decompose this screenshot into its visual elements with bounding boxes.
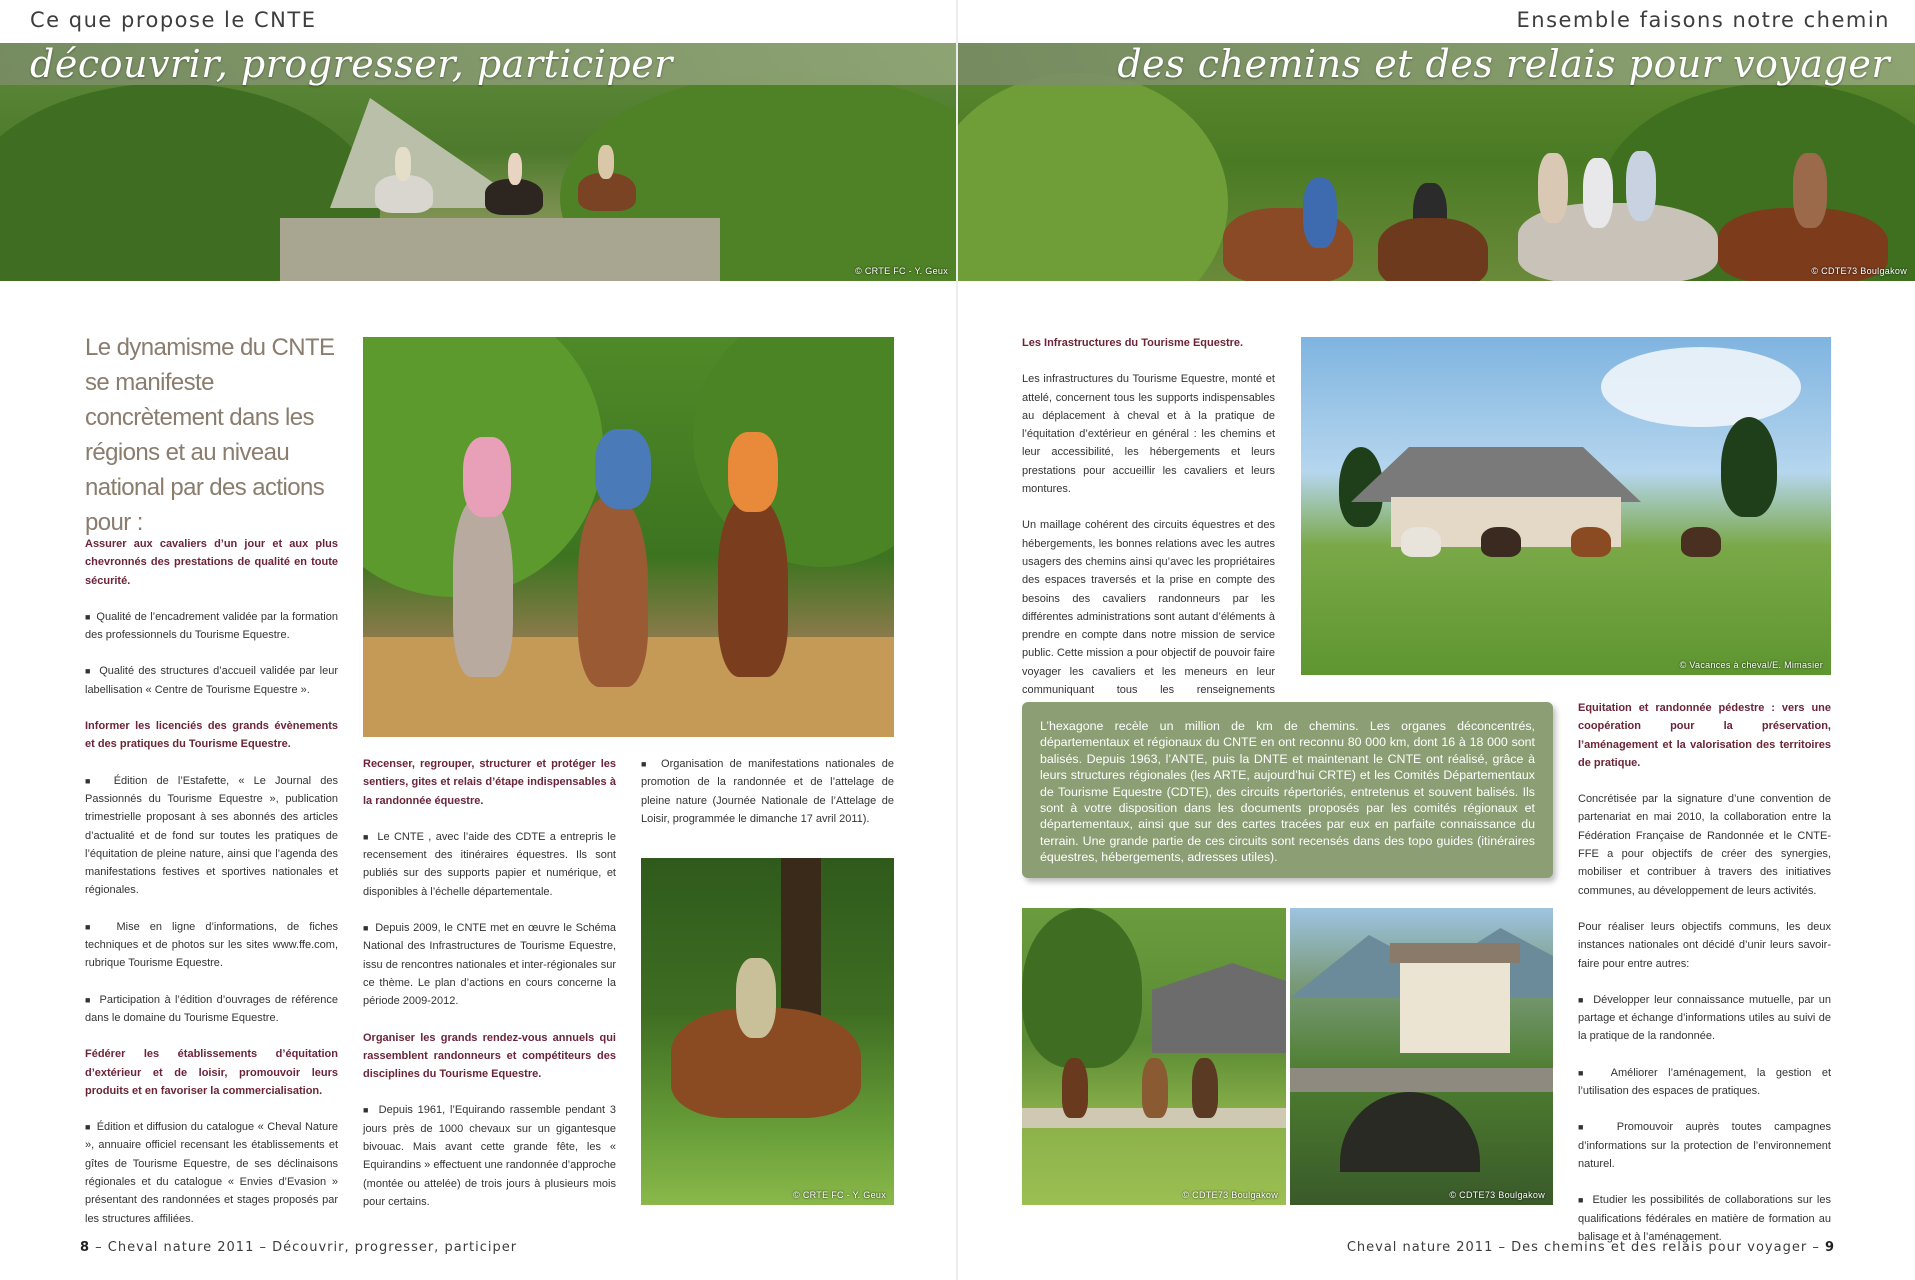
- section-heading: Equitation et randonnée pédestre : vers une coopération pour la préservation, l’aménagement et la valorisation des territoires de pratique.: [1578, 702, 1831, 769]
- left-column-3: [641, 755, 894, 846]
- building-roof: [1390, 943, 1520, 963]
- horse: [1062, 1058, 1088, 1118]
- village-house: [1152, 963, 1286, 1053]
- section-heading: Assurer aux cavaliers d’un jour et aux plus chevronnés des prestations de qualité en toute sécurité.: [85, 538, 338, 587]
- folio-right: [1347, 1240, 1835, 1255]
- bullet-item: ■ Améliorer l’aménagement, la gestion et l’utilisation des espaces de pratiques.: [1578, 1064, 1831, 1101]
- bullet-item: ■ Depuis 2009, le CNTE met en œuvre le Schéma National des Infrastructures de Tourisme Equestre, issu de rencontres nationales et inter-régionales sur ce thème. Le plan d’actions en cours concerne la période 2009-2012.: [363, 919, 616, 1010]
- bullet-item: ■ Promouvoir auprès toutes campagnes d’informations sur la protection de l’environnement naturel.: [1578, 1118, 1831, 1173]
- banner-title-right: des chemins et des relais pour voyager: [1117, 43, 1890, 86]
- photo-credit: © Vacances à cheval/E. Mimasier: [1679, 660, 1823, 670]
- banner-title-left: découvrir, progresser, participer: [30, 43, 673, 86]
- rider: [463, 437, 511, 517]
- rider: [1583, 158, 1613, 228]
- left-column-1: [85, 535, 338, 1246]
- bullet-item: ■ Depuis 1961, l’Equirando rassemble pendant 3 jours près de 1000 chevaux sur un gigantesque bivouac. Mais avant cette grande fête, les « Equirandins » effectuent une randonnée d’approche (montée ou attelée) de trois jours à plusieurs mois pour certains.: [363, 1101, 616, 1211]
- photo-riders-stream: [363, 337, 894, 737]
- rider: [1626, 151, 1656, 221]
- horse: [1401, 527, 1441, 557]
- section-heading: Organiser les grands rendez-vous annuels qui rassemblent randonneurs et compétiteurs des disciplines du Tourisme Equestre.: [363, 1031, 616, 1081]
- banner-photo-right: [958, 43, 1915, 281]
- photo-credit: © CRTE FC - Y. Geux: [855, 266, 948, 276]
- running-head-right: Ensemble faisons notre chemin: [1516, 8, 1890, 32]
- paragraph: Un maillage cohérent des circuits équestres et des hébergements, les bonnes relations avec les autres usagers des chemins ainsi qu’avec les propriétaires des espaces traversés et la prise en compte des besoins des cavaliers randonneurs par les différentes administrations sont autant d’éléments à prendre en compte dans notre mission de service public. Cette mission a pour objectif de pouvoir faire voyager les cavaliers et les meneurs en leur communiquant tous les renseignements: [1022, 519, 1275, 697]
- rider: [508, 153, 522, 185]
- building: [1400, 953, 1510, 1053]
- horse: [718, 497, 788, 677]
- bullet-item: ■ Édition et diffusion du catalogue « Cheval Nature », annuaire officiel recensant les établissements et gîtes de Tourisme Equestre, de ses déclinaisons régionales et du catalogue « Envies d’Evasion » présentant des randonnées et stages proposés par les structures affiliées.: [85, 1118, 338, 1228]
- banner-photo-left: [0, 43, 956, 281]
- chalet-roof: [1351, 447, 1641, 502]
- bullet-item: ■ Participation à l’édition d’ouvrages de référence dans le domaine du Tourisme Equestre.: [85, 991, 338, 1028]
- bullet-item: ■ Édition de l’Estafette, « Le Journal des Passionnés du Tourisme Equestre », publication trimestrielle proposant à ses abonnés des articles d’actualité et de fond sur toutes les pratiques de l’équitation de pleine nature, ainsi que l’agenda des manifestations festives et sportives nationales et régionales.: [85, 772, 338, 900]
- photo-riders-village: [1022, 908, 1286, 1205]
- section-heading: Recenser, regrouper, structurer et protéger les sentiers, gites et relais d’étape indispensables à la randonnée équestre.: [363, 758, 616, 807]
- photo-credit: © CRTE FC - Y. Geux: [793, 1190, 886, 1200]
- horse: [453, 497, 513, 677]
- horse: [1571, 527, 1611, 557]
- horse: [1681, 527, 1721, 557]
- tree: [1022, 908, 1142, 1068]
- lead-paragraph: Le dynamisme du CNTE se manifeste concrètement dans les régions et au niveau national par des actions pour :: [85, 334, 335, 536]
- horse: [1192, 1058, 1218, 1118]
- photo-credit: © CDTE73 Boulgakow: [1182, 1190, 1278, 1200]
- riverbed: [280, 218, 720, 281]
- photo-bridge-house: [1290, 908, 1553, 1205]
- horse: [1481, 527, 1521, 557]
- rider: [1793, 153, 1827, 228]
- left-column-2: [363, 755, 616, 1229]
- bullet-item: ■ Qualité de l’encadrement validée par la formation des professionnels du Tourisme Equestre.: [85, 608, 338, 645]
- photo-rider-forest: [641, 858, 894, 1205]
- bullet-item: ■ Développer leur connaissance mutuelle, par un partage et échange d’informations utiles au suivi de la pratique de la randonnée.: [1578, 991, 1831, 1046]
- photo-mountain-chalet: [1301, 337, 1831, 675]
- tree: [1721, 417, 1777, 517]
- cloud: [1601, 347, 1801, 427]
- folio-left: [80, 1240, 517, 1255]
- horse: [578, 497, 648, 687]
- paragraph: Pour réaliser leurs objectifs communs, les deux instances nationales ont décidé d’unir leurs savoir-faire pour entre autres:: [1578, 920, 1831, 970]
- bullet-item: ■ Etudier les possibilités de collaborations sur les qualifications fédérales en matière de formation au balisage et à l’aménagement.: [1578, 1191, 1831, 1246]
- page-number-right: 9: [1824, 1240, 1835, 1255]
- photo-credit: © CDTE73 Boulgakow: [1449, 1190, 1545, 1200]
- right-column-1: [1022, 334, 1275, 736]
- foliage: [958, 73, 1228, 281]
- section-heading: Fédérer les établissements d’équitation d’extérieur et de loisir, promouvoir leurs produits et en favoriser la commercialisation.: [85, 1048, 338, 1097]
- folio-right-text: Cheval nature 2011 – Des chemins et des relais pour voyager –: [1346, 1240, 1825, 1255]
- page-number-left: 8: [80, 1240, 91, 1255]
- section-heading: Informer les licenciés des grands évènements et des pratiques du Tourisme Equestre.: [85, 720, 338, 751]
- right-column-2: [1578, 699, 1831, 1264]
- paragraph: Concrétisée par la signature d’une convention de partenariat en mai 2010, la collaboration entre la Fédération Française de Randonnée et le CNTE-FFE a pour objectifs de créer des synergies, mobiliser et contribuer à travers des initiatives communes, au développement de leurs activités.: [1578, 793, 1831, 897]
- photo-credit: © CDTE73 Boulgakow: [1811, 266, 1907, 276]
- horse: [1142, 1058, 1168, 1118]
- bullet-item: ■ Qualité des structures d’accueil validée par leur labellisation « Centre de Tourisme Equestre ».: [85, 662, 338, 699]
- rider: [598, 145, 614, 179]
- running-head-left: Ce que propose le CNTE: [30, 8, 317, 32]
- rider: [1538, 153, 1568, 223]
- paragraph: Les infrastructures du Tourisme Equestre, monté et attelé, concernent tous les supports indispensables au déplacement à cheval et à la pratique de l’équitation d’extérieur en général : les chemins et leur accessibilité, les hébergements et leurs prestations pour accueillir les cavaliers et leurs montures.: [1022, 373, 1275, 496]
- rider: [728, 432, 778, 512]
- bullet-item: ■ Mise en ligne d’informations, de fiches techniques et de photos sur les sites www.ffe.com, rubrique Tourisme Equestre.: [85, 918, 338, 973]
- horse: [1378, 218, 1488, 281]
- rider: [395, 147, 411, 181]
- rider: [595, 429, 651, 509]
- bridge: [1290, 1068, 1553, 1092]
- rider: [1303, 178, 1337, 248]
- bridge-arch: [1340, 1092, 1480, 1172]
- callout-text: L’hexagone recèle un million de km de chemins. Les organes déconcentrés, départementaux et régionaux du CNTE en ont reconnu 80 000 km, dont 16 à 18 000 sont balisés. Depuis 1963, l’ANTE, puis la DNTE et maintenant le CNTE ont réalisé, grâce à leurs structures régionales (les ARTE, aujourd’hui CRTE) et les Comités Départementaux de Tourisme Equestre (CDTE), des circuits répertoriés, entretenus et souvent balisés. Ils sont à votre disposition dans les documents proposés par les comités régionaux et départementaux, ainsi que sur des cartes tracées par eux en parfaite connaissance du terrain. Une grande partie de ces circuits sont recensés dans des topo guides (itinéraires équestres, hébergements, adresses utiles).: [1040, 719, 1535, 865]
- rider: [736, 958, 776, 1038]
- bullet-item: ■ Le CNTE , avec l’aide des CDTE a entrepris le recensement des itinéraires équestres. Ils sont publiés sur des supports papier et numérique, et disponibles à l’échelle départementale.: [363, 828, 616, 901]
- bullet-item: ■ Organisation de manifestations nationales de promotion de la randonnée et de l’attelage de pleine nature (Journée Nationale de l’Attelage de Loisir, programmée le dimanche 17 avril 2011).: [641, 755, 894, 828]
- callout-box: [1022, 702, 1553, 878]
- section-heading: Les Infrastructures du Tourisme Equestre.: [1022, 337, 1244, 349]
- folio-left-text: – Cheval nature 2011 – Découvrir, progresser, participer: [90, 1240, 518, 1255]
